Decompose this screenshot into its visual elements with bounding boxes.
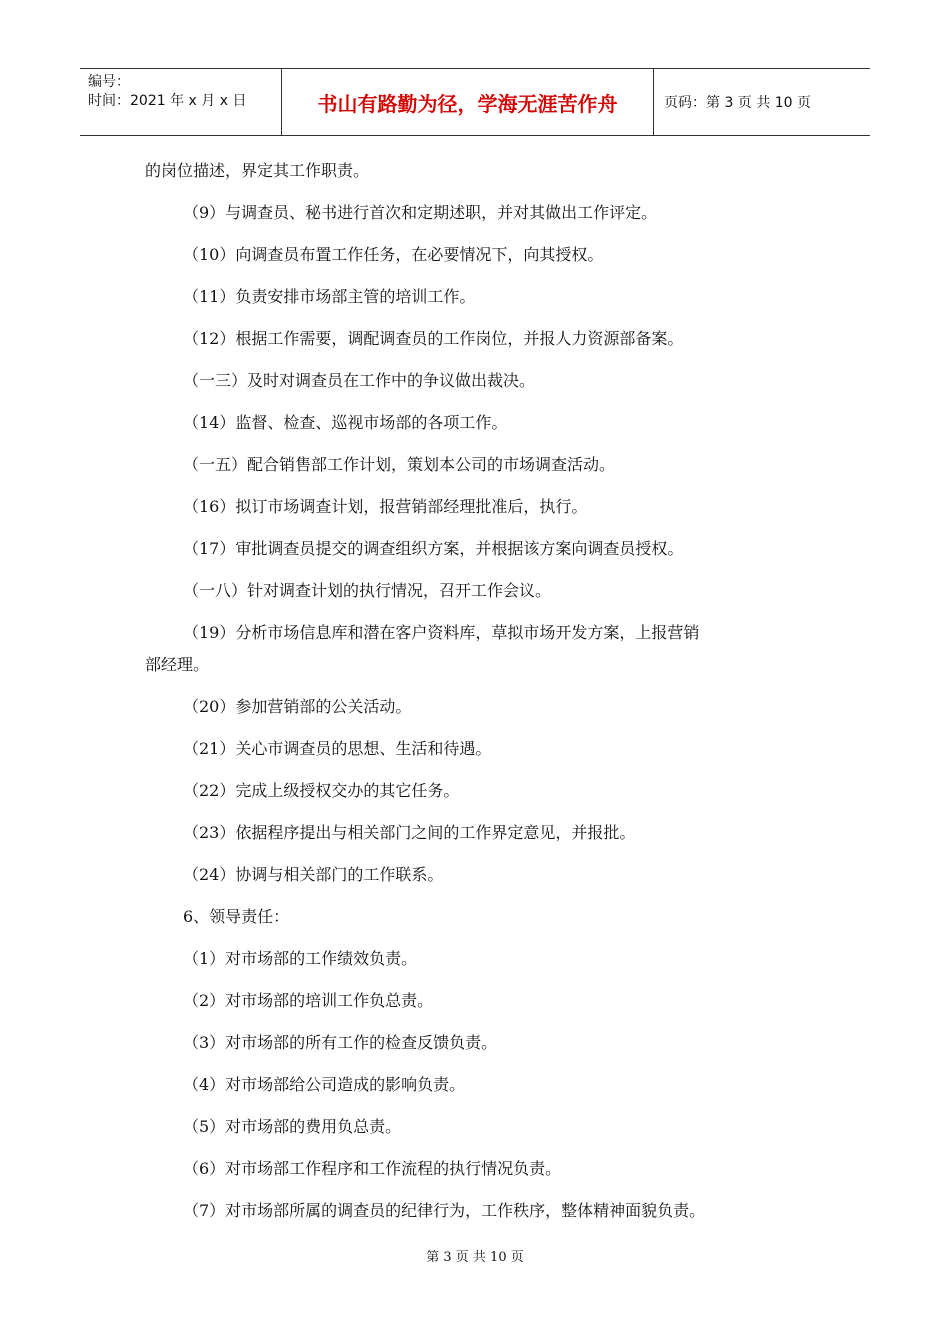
duty-item: （20）参加营销部的公关活动。 (183, 697, 412, 716)
duty-item: （10）向调查员布置工作任务，在必要情况下，向其授权。 (183, 245, 604, 264)
continuation-line: 的岗位描述，界定其工作职责。 (145, 161, 370, 180)
responsibility-item: （2）对市场部的培训工作负总责。 (183, 991, 434, 1010)
document-body (145, 150, 825, 1232)
responsibility-item: （3）对市场部的所有工作的检查反馈负责。 (183, 1033, 498, 1052)
duty-item: （17）审批调查员提交的调查组织方案，并根据该方案向调查员授权。 (183, 539, 684, 558)
duty-item: （23）依据程序提出与相关部门之间的工作界定意见，并报批。 (183, 823, 636, 842)
duty-item: （一三）及时对调查员在工作中的争议做出裁决。 (183, 371, 536, 390)
duty-item: （12）根据工作需要，调配调查员的工作岗位，并报人力资源部备案。 (183, 329, 684, 348)
duty-item: （11）负责安排市场部主管的培训工作。 (183, 287, 476, 306)
duty-item: （一八）针对调查计划的执行情况，召开工作会议。 (183, 581, 552, 600)
header-page-info: 页码：第 3 页 共 10 页 (664, 95, 811, 111)
responsibility-item: （6）对市场部工作程序和工作流程的执行情况负责。 (183, 1159, 562, 1178)
duty-item: （21）关心市调查员的思想、生活和待遇。 (183, 739, 492, 758)
document-number-label: 编号： (88, 74, 130, 90)
duty-item: （16）拟订市场调查计划，报营销部经理批准后，执行。 (183, 497, 588, 516)
responsibility-item: （4）对市场部给公司造成的影响负责。 (183, 1075, 466, 1094)
document-time-label: 时间：2021 年 x 月 x 日 (88, 93, 247, 109)
header-meta (80, 69, 282, 135)
duty-item: （22）完成上级授权交办的其它任务。 (183, 781, 460, 800)
responsibility-item: （1）对市场部的工作绩效负责。 (183, 949, 418, 968)
duty-item: （14）监督、检查、巡视市场部的各项工作。 (183, 413, 508, 432)
header-motto: 书山有路勤为径，学海无涯苦作舟 (282, 69, 654, 135)
duty-item: （一五）配合销售部工作计划，策划本公司的市场调查活动。 (183, 455, 616, 474)
responsibility-item: （5）对市场部的费用负总责。 (183, 1117, 402, 1136)
duty-item-19-line2: 部经理。 (145, 655, 210, 674)
section-heading: 6、领导责任： (183, 907, 290, 926)
responsibility-item: （7）对市场部所属的调查员的纪律行为，工作秩序，整体精神面貌负责。 (183, 1201, 706, 1220)
duty-item-19 (145, 617, 825, 681)
page-header (80, 68, 870, 136)
duty-item: （9）与调查员、秘书进行首次和定期述职，并对其做出工作评定。 (183, 203, 658, 222)
duty-item-19-line1: （19）分析市场信息库和潜在客户资料库，草拟市场开发方案，上报营销 (183, 623, 700, 642)
page-footer: 第 3 页 共 10 页 (426, 1250, 524, 1265)
duty-item: （24）协调与相关部门的工作联系。 (183, 865, 444, 884)
